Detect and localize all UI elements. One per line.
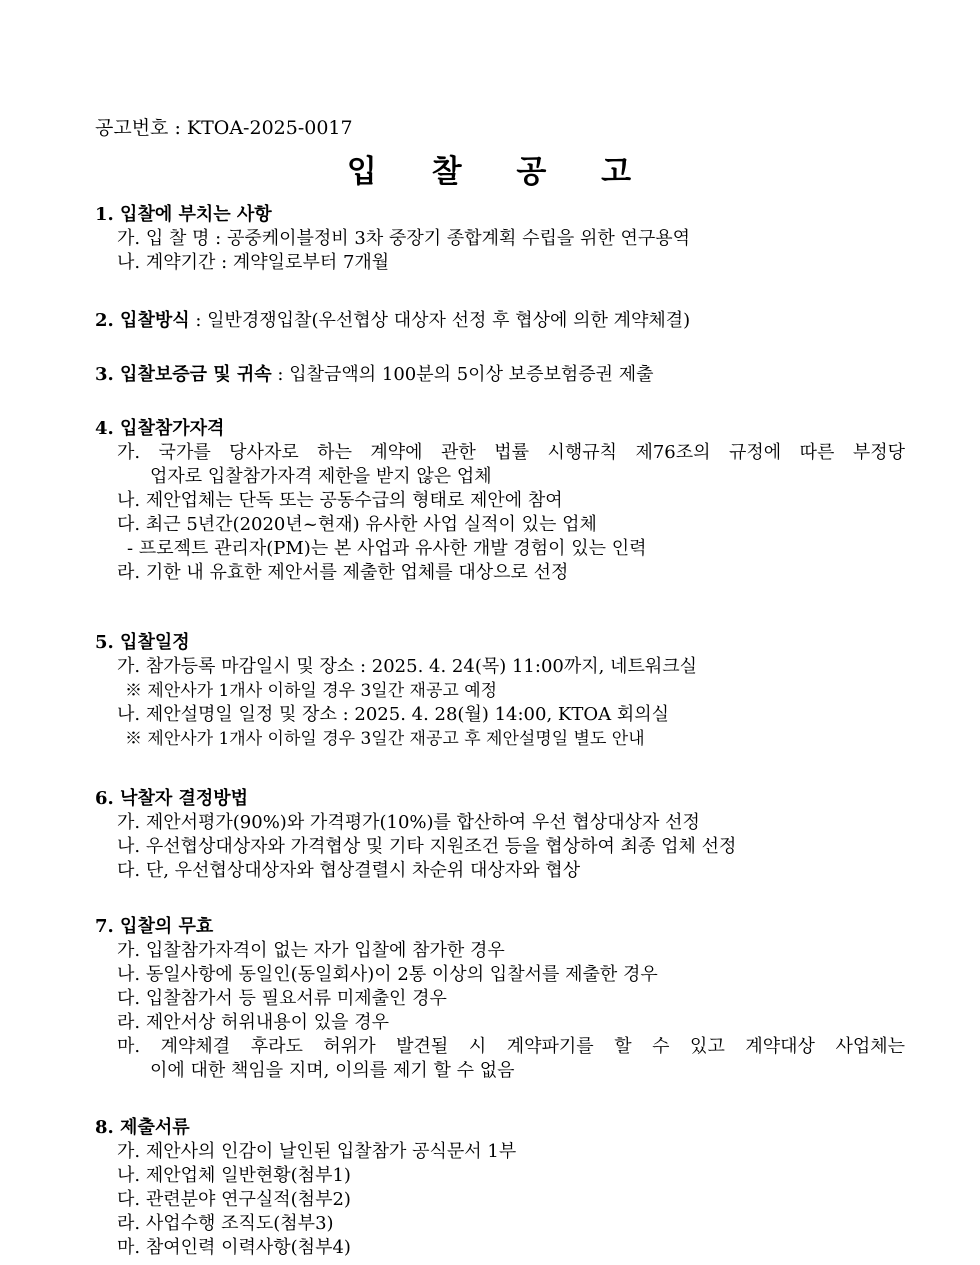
- page-title: 입 찰 공 고: [346, 154, 654, 190]
- note: ※ 제안사가 1개사 이하일 경우 3일간 재공고 후 제안설명일 별도 안내: [125, 729, 645, 749]
- section-4-heading: 4. 입찰참가자격: [95, 418, 225, 439]
- section-7-heading: 7. 입찰의 무효: [95, 916, 214, 937]
- list-item: 가. 제안서평가(90%)와 가격평가(10%)를 합산하여 우선 협상대상자 선정: [117, 812, 700, 833]
- section-3-body: : 입찰금액의 100분의 5이상 보증보험증권 제출: [271, 364, 654, 385]
- notice-number: 공고번호 : KTOA-2025-0017: [95, 117, 353, 139]
- section-8-heading: 8. 제출서류: [95, 1117, 190, 1138]
- list-item: 나. 제안설명일 일정 및 장소 : 2025. 4. 28(월) 14:00, KTOA 회의실: [117, 704, 670, 725]
- list-item: 다. 단, 우선협상대상자와 협상결렬시 차순위 대상자와 협상: [117, 860, 581, 881]
- list-item: 마. 참여인력 이력사항(첨부4): [117, 1237, 351, 1258]
- section-3-heading: 3. 입찰보증금 및 귀속: [95, 364, 272, 385]
- section-2-body: : 일반경쟁입찰(우선협상 대상자 선정 후 협상에 의한 계약체결): [189, 310, 691, 331]
- list-item: 나. 우선협상대상자와 가격협상 및 기타 지원조건 등을 협상하여 최종 업체 선정: [117, 836, 737, 857]
- list-item: 라. 제안서상 허위내용이 있을 경우: [117, 1012, 390, 1033]
- note: ※ 제안사가 1개사 이하일 경우 3일간 재공고 예정: [125, 681, 498, 701]
- section-4: [95, 417, 905, 585]
- section-2-heading: 2. 입찰방식: [95, 310, 190, 331]
- section-8: [95, 1116, 905, 1260]
- list-item: 가. 제안사의 인감이 날인된 입찰참가 공식문서 1부: [117, 1141, 517, 1162]
- section-3: [95, 363, 905, 387]
- list-item: 나. 제안업체는 단독 또는 공동수급의 형태로 제안에 참여: [117, 490, 563, 511]
- list-item: 가. 입찰참가자격이 없는 자가 입찰에 참가한 경우: [117, 940, 505, 961]
- list-item-continuation: 업자로 입찰참가자격 제한을 받지 않은 업체: [150, 466, 492, 487]
- list-item-continuation: 이에 대한 책임을 지며, 이의를 제기 할 수 없음: [150, 1060, 515, 1081]
- section-1: [95, 203, 905, 275]
- section-1-heading: 1. 입찰에 부치는 사항: [95, 204, 272, 225]
- list-item: 나. 동일사항에 동일인(동일회사)이 2통 이상의 입찰서를 제출한 경우: [117, 964, 658, 985]
- list-item: 다. 관련분야 연구실적(첨부2): [117, 1189, 351, 1210]
- list-item: 가. 국가를 당사자로 하는 계약에 관한 법률 시행규칙 제76조의 규정에 따른 부정당: [117, 442, 905, 463]
- section-6-heading: 6. 낙찰자 결정방법: [95, 788, 249, 809]
- list-subitem: - 프로젝트 관리자(PM)는 본 사업과 유사한 개발 경험이 있는 인력: [127, 538, 647, 559]
- list-item: 라. 사업수행 조직도(첨부3): [117, 1213, 334, 1234]
- list-item: 다. 최근 5년간(2020년~현재) 유사한 사업 실적이 있는 업체: [117, 514, 597, 535]
- list-item: 마. 계약체결 후라도 허위가 발견될 시 계약파기를 할 수 있고 계약대상 사업체는: [117, 1036, 905, 1057]
- section-7: [95, 915, 905, 1083]
- list-item: 가. 참가등록 마감일시 및 장소 : 2025. 4. 24(목) 11:00까지, 네트워크실: [117, 656, 698, 677]
- section-2: [95, 309, 905, 333]
- list-item: 나. 제안업체 일반현황(첨부1): [117, 1165, 351, 1186]
- list-item: 라. 기한 내 유효한 제안서를 제출한 업체를 대상으로 선정: [117, 562, 569, 583]
- list-item: 다. 입찰참가서 등 필요서류 미제출인 경우: [117, 988, 447, 1009]
- section-5: [95, 631, 905, 751]
- list-item: 나. 계약기간 : 계약일로부터 7개월: [117, 252, 390, 273]
- section-5-heading: 5. 입찰일정: [95, 632, 190, 653]
- section-6: [95, 787, 905, 883]
- list-item: 가. 입 찰 명 : 공중케이블정비 3차 중장기 종합계획 수립을 위한 연구용역: [117, 228, 691, 249]
